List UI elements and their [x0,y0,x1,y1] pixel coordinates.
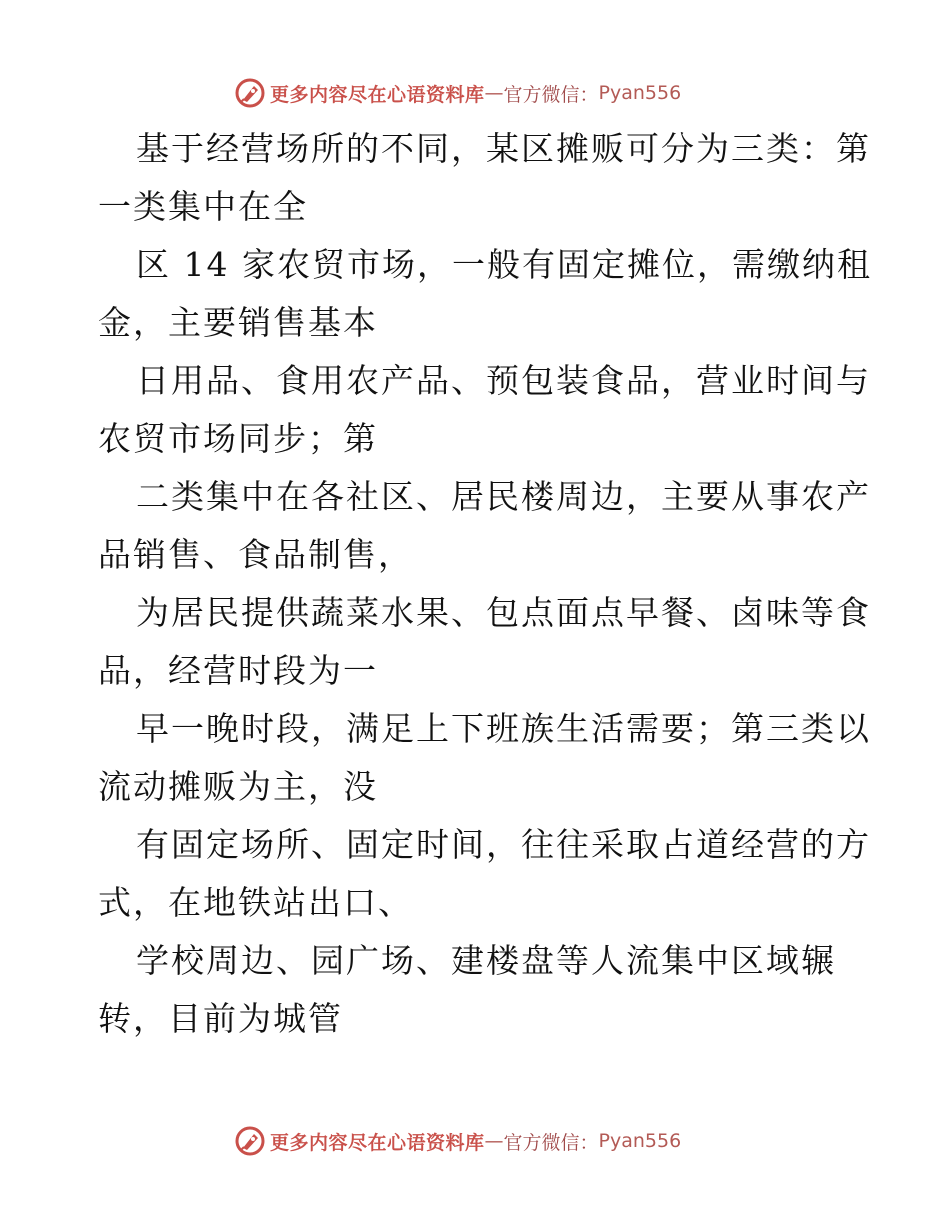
footer-banner [0,1120,950,1160]
paragraph-line: 基于经营场所的不同，某区摊贩可分为三类：第 [136,129,871,168]
banner-wechat-handle: Pyan556 [598,1130,682,1152]
paragraph-4 [98,468,871,584]
paragraph-line: 一类集中在全 [98,187,308,226]
banner-wechat-label: 官方微信： [503,1131,599,1154]
paragraph-line: 式，在地铁站出口、 [98,883,413,922]
pen-nib-logo-icon [234,77,266,109]
paragraph-line: 二类集中在各社区、居民楼周边，主要从事农产 [136,477,871,516]
paragraph-6 [98,700,871,816]
paragraph-line: 区 14 家农贸市场，一般有固定摊位，需缴纳租 [136,245,872,284]
paragraph-line: 早一晚时段，满足上下班族生活需要；第三类以 [136,709,871,748]
document-body [98,120,872,1048]
paragraph-2 [98,236,872,352]
paragraph-8 [98,932,858,1048]
paragraph-7 [98,816,871,932]
paragraph-line: 流动摊贩为主，没 [98,767,378,806]
paragraph-line: 有固定场所、固定时间，往往采取占道经营的方 [136,825,871,864]
paragraph-line: 金，主要销售基本 [98,303,378,342]
paragraph-line: 品，经营时段为一 [98,651,378,690]
paragraph-line: 品销售、食品制售， [98,535,413,574]
paragraph-line: 为居民提供蔬菜水果、包点面点早餐、卤味等食 [136,593,871,632]
pen-nib-logo-icon [234,1125,266,1157]
banner-title: 更多内容尽在心语资料库 [270,83,485,106]
paragraph-line: 转，目前为城管 [98,999,343,1038]
paragraph-line: 学校周边、园广场、建楼盘等人流集中区域辗 [136,941,836,980]
header-banner [0,72,950,112]
banner-dash: — [484,82,504,104]
banner-dash: — [484,1130,504,1152]
paragraph-line: 农贸市场同步；第 [98,419,378,458]
paragraph-1 [98,120,871,236]
banner-wechat-handle: Pyan556 [598,82,682,104]
paragraph-line: 日用品、食用农产品、预包装食品，营业时间与 [136,361,871,400]
paragraph-5 [98,584,871,700]
paragraph-3 [98,352,871,468]
banner-wechat-label: 官方微信： [503,83,599,106]
banner-title: 更多内容尽在心语资料库 [270,1131,485,1154]
